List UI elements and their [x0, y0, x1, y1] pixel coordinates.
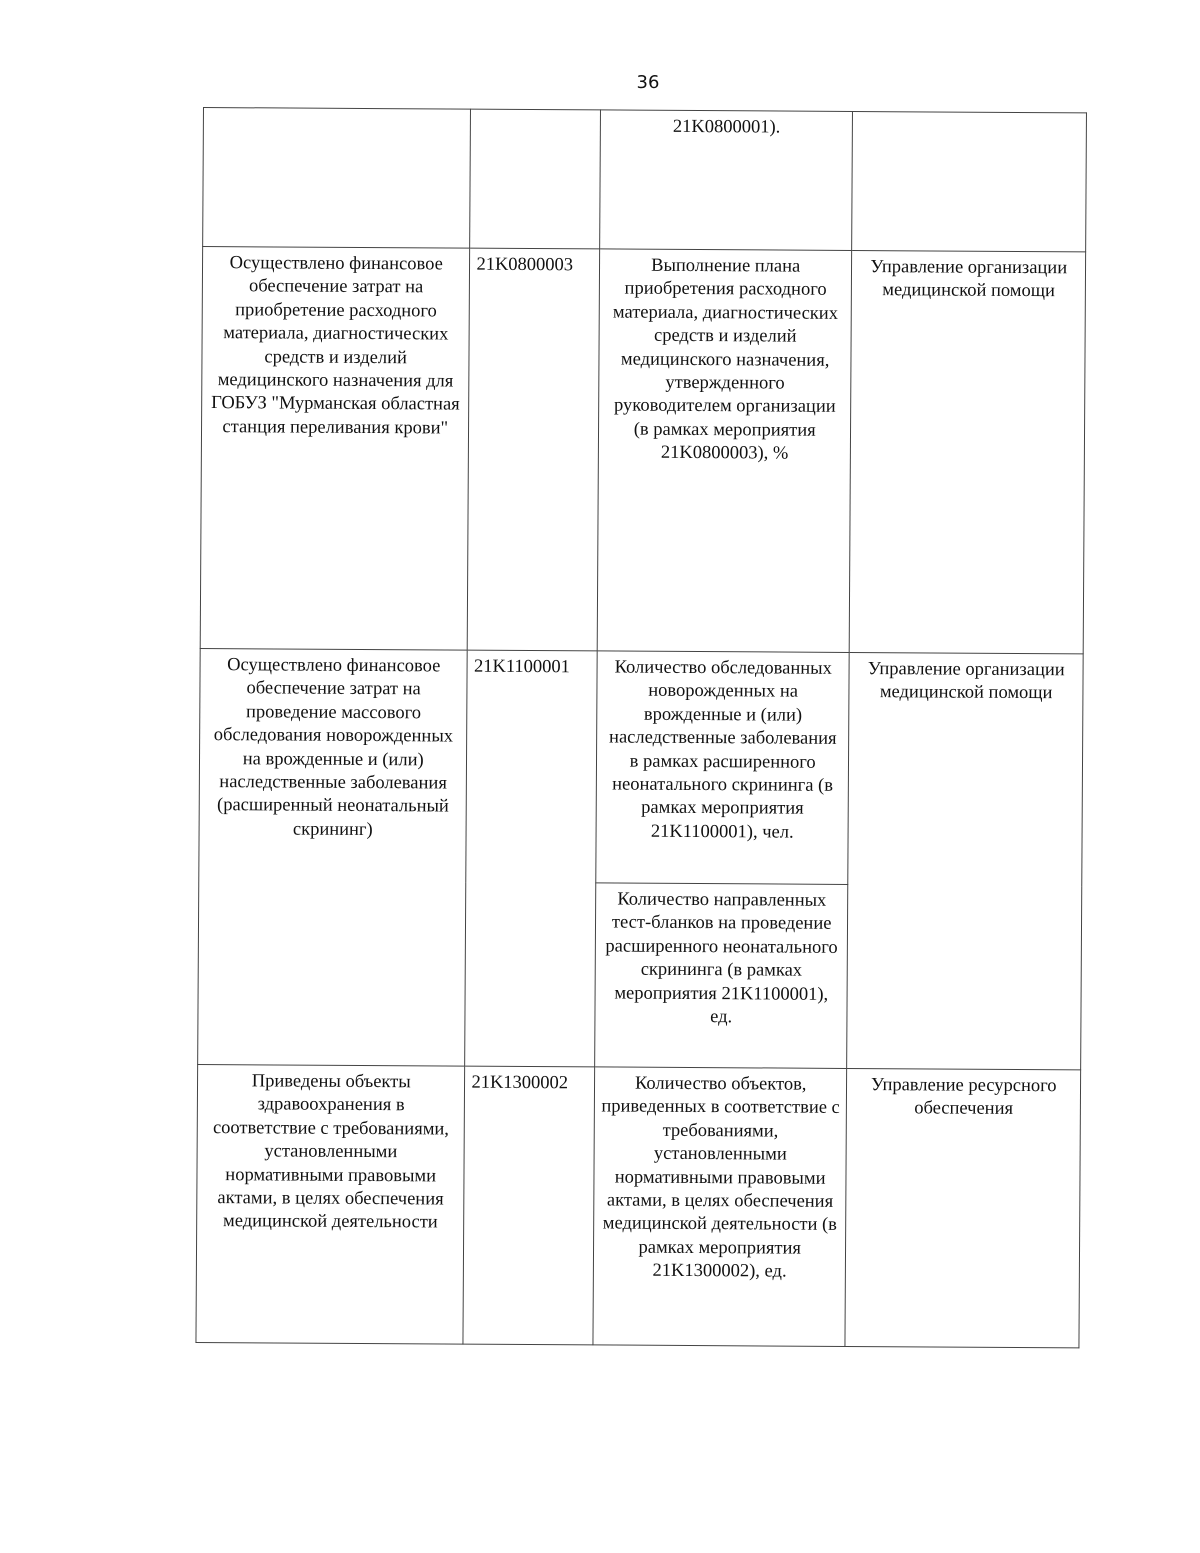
- responsible-cell: Управление организации медицинской помощи: [850, 250, 1086, 653]
- indicator-cell: Количество обследованных новорожденных на врожденные и (или) наследственные заболевания в рамках расширенного неонатального скрининга (в рамках мероприятия 21K1100001), чел.: [596, 651, 850, 885]
- measures-table: [195, 107, 1087, 1348]
- indicator-cell: Количество направленных тест-бланков на проведение расширенного неонатального скрининга (в рамках мероприятия 21K1100001), ед.: [595, 883, 849, 1069]
- code-cell: [470, 109, 600, 249]
- page-number: 36: [636, 72, 660, 93]
- code-cell: 21K1100001: [465, 650, 597, 1067]
- code-cell: 21K1300002: [463, 1066, 594, 1345]
- result-cell: Осуществлено финансовое обеспечение затрат на проведение массового обследования новорожденных на врожденные и (или) наследственные заболевания (расширенный неонатальный скрининг): [198, 648, 468, 1066]
- responsible-cell: [852, 111, 1086, 251]
- indicator-cell: Количество объектов, приведенных в соответствие с требованиями, установленными нормативными правовыми актами, в целях обеспечения медицинской деятельности (в рамках мероприятия 21K1300002), ед.: [593, 1067, 847, 1347]
- result-cell: [203, 108, 471, 249]
- indicator-cell: Выполнение плана приобретения расходного материала, диагностических средств и изделий медицинского назначения, утвержденного руководителем организации (в рамках мероприятия 21K0800003), %: [597, 249, 852, 653]
- table-row-continuation: [203, 108, 1087, 252]
- result-cell: Приведены объекты здравоохранения в соответствие с требованиями, установленными нормативными правовыми актами, в целях обеспечения медицинской деятельности: [196, 1064, 465, 1344]
- responsible-cell: Управление организации медицинской помощи: [847, 652, 1083, 1069]
- table-row: [200, 247, 1085, 654]
- table-row: [199, 648, 1083, 885]
- indicator-cell: 21K0800001).: [600, 110, 853, 251]
- responsible-cell: Управление ресурсного обеспечения: [845, 1068, 1080, 1347]
- result-cell: Осуществлено финансовое обеспечение затрат на приобретение расходного материала, диагностических средств и изделий медицинского назначения для ГОБУЗ "Мурманская областная станция переливания крови": [200, 247, 470, 651]
- table-row: [196, 1064, 1081, 1347]
- code-cell: 21K0800003: [468, 248, 600, 651]
